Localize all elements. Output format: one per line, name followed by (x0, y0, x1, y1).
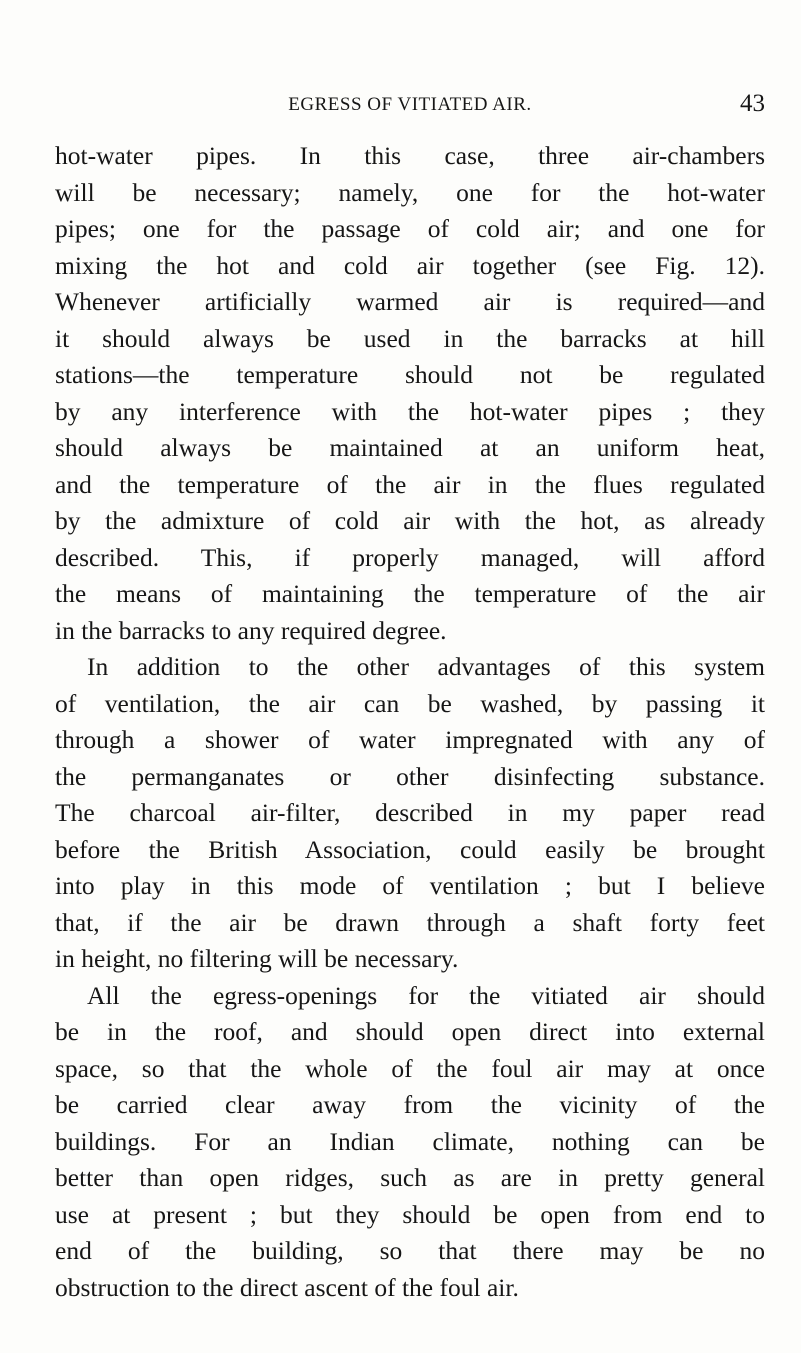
text-line: the permanganates or other disinfecting substance. (55, 761, 765, 791)
text-line: use at present ; but they should be open from end to (55, 1199, 765, 1229)
text-line: All the egress-openings for the vitiated air should (87, 980, 765, 1010)
text-line: should always be maintained at an uniform heat, (55, 433, 765, 462)
text-line: obstruction to the direct ascent of the foul air. (55, 1272, 519, 1302)
text-line: in the barracks to any required degree. (55, 615, 447, 645)
text-line: it should always be used in the barracks at hill (55, 323, 765, 353)
text-line: space, so that the whole of the foul air may at once (55, 1053, 765, 1083)
text-line: described. This, if properly managed, will afford (55, 542, 765, 572)
text-line: Whenever artificially warmed air is required—and (55, 287, 765, 316)
text-line: mixing the hot and cold air together (see Fig. 12). (55, 250, 765, 280)
text-line: be carried clear away from the vicinity of the (55, 1090, 765, 1119)
text-line: stations—the temperature should not be regulated (55, 360, 765, 389)
text-line: into play in this mode of ventilation ; but I believe (55, 871, 765, 900)
text-line: before the British Association, could easily be brought (55, 834, 765, 864)
text-line: by any interference with the hot-water pipes ; they (55, 396, 765, 426)
running-head (55, 90, 765, 124)
text-line: through a shower of water impregnated with any of (55, 725, 765, 754)
text-line: the means of maintaining the temperature of the air (55, 579, 765, 608)
text-line: buildings. For an Indian climate, nothing can be (55, 1126, 765, 1156)
text-line: of ventilation, the air can be washed, by passing it (55, 688, 765, 718)
text-line: by the admixture of cold air with the hot, as already (55, 506, 765, 535)
text-line: better than open ridges, such as are in pretty general (55, 1163, 765, 1192)
text-line: The charcoal air-filter, described in my paper read (55, 798, 765, 827)
body-text (55, 138, 765, 1306)
text-line: will be necessary; namely, one for the hot-water (55, 177, 765, 207)
text-line: that, if the air be drawn through a shaft forty feet (55, 907, 765, 937)
page-number: 43 (740, 90, 765, 117)
text-line: be in the roof, and should open direct into external (55, 1017, 765, 1046)
text-line: hot-water pipes. In this case, three air-chambers (55, 141, 765, 170)
text-line: in height, no filtering will be necessary. (55, 944, 459, 973)
text-line: In addition to the other advantages of this system (87, 652, 765, 681)
text-line: end of the building, so that there may be no (55, 1236, 765, 1265)
running-title: EGRESS OF VITIATED AIR. (288, 94, 532, 115)
text-line: pipes; one for the passage of cold air; and one for (55, 214, 765, 243)
text-line: and the temperature of the air in the flues regulated (55, 469, 765, 499)
